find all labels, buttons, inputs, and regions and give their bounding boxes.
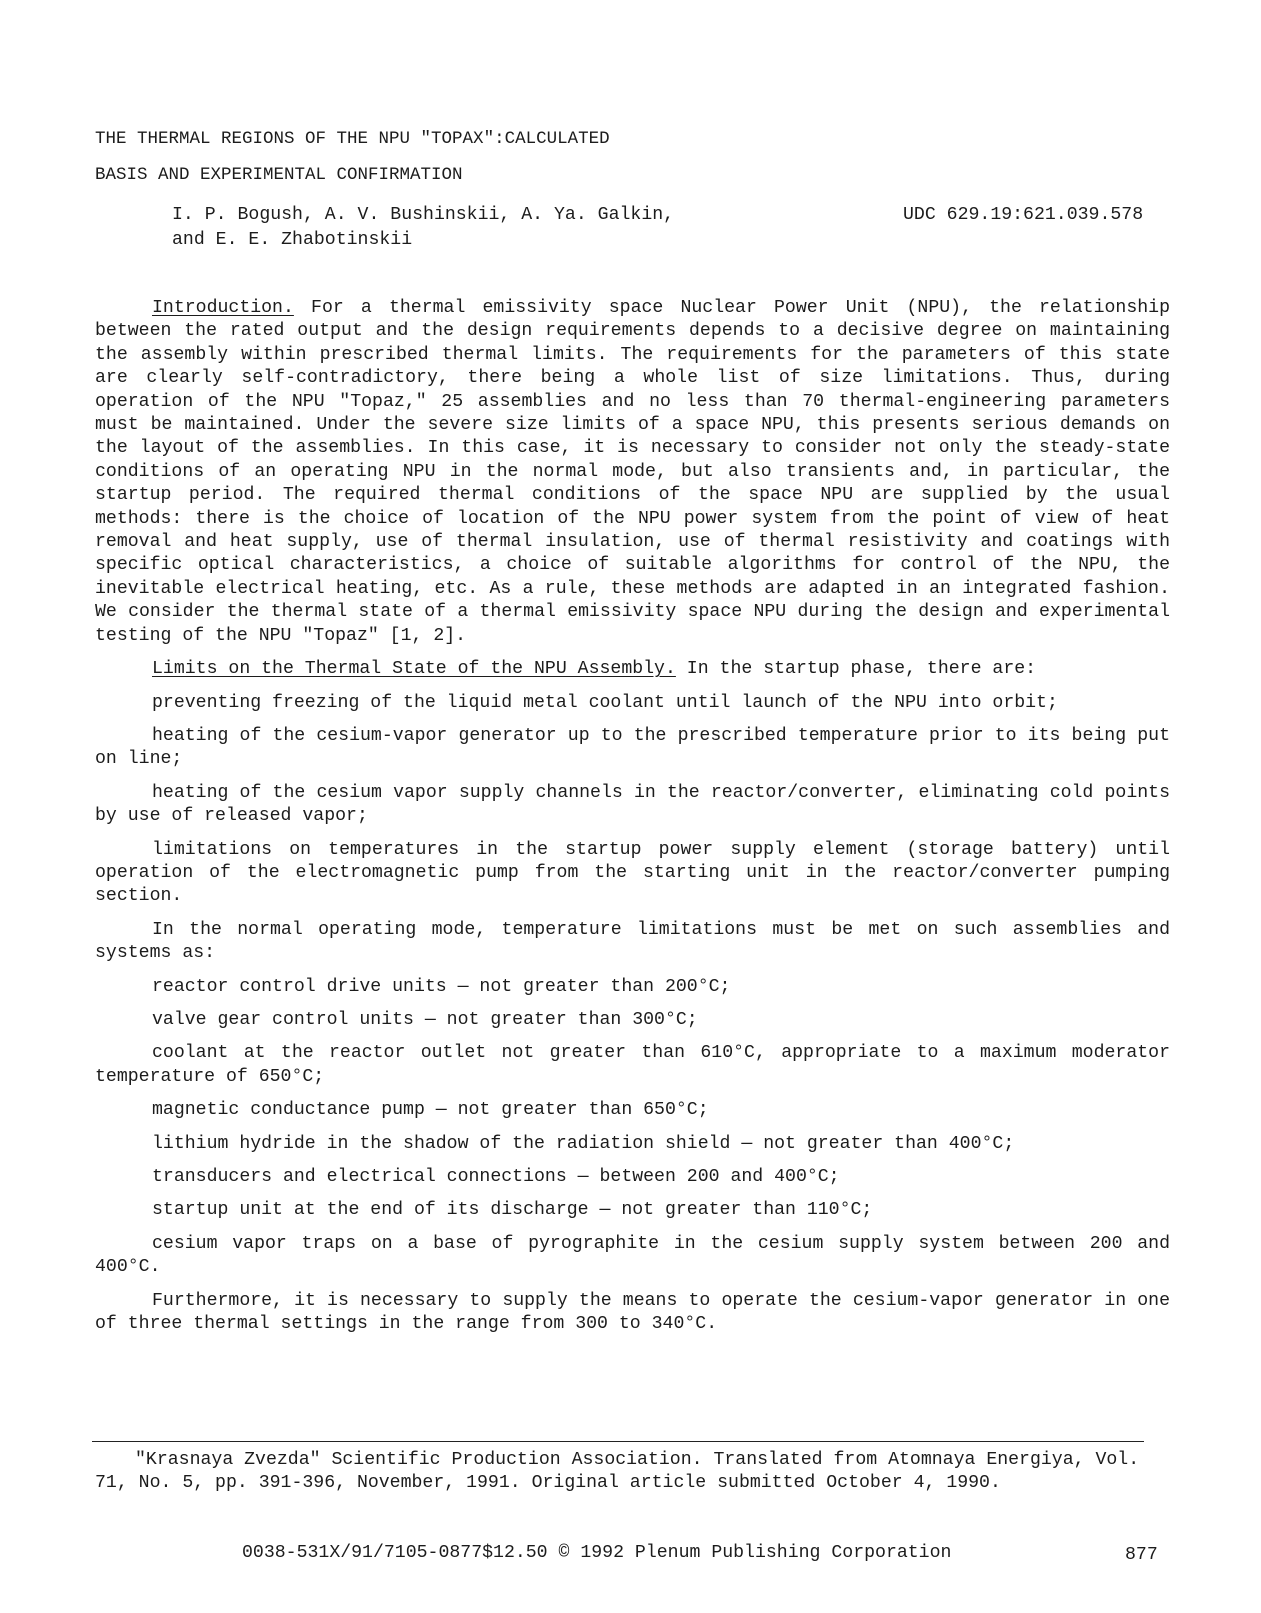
- startup-item: preventing freezing of the liquid metal coolant until launch of the NPU into orbit;: [152, 692, 1058, 713]
- startup-item: heating of the cesium vapor supply channels in the reactor/converter, eliminating cold points by use of released vapor;: [95, 782, 1170, 827]
- introduction-paragraph: [95, 297, 1170, 648]
- normal-item: reactor control drive units — not greater than 200°C;: [152, 976, 731, 997]
- author-list: [172, 203, 674, 253]
- limits-text: In the startup phase, there are:: [675, 659, 1037, 680]
- footnote: [95, 1449, 1170, 1496]
- furthermore-paragraph: Furthermore, it is necessary to supply the means to operate the cesium-vapor generator in one of three thermal settings in the range from 300 to 340°C.: [95, 1290, 1170, 1335]
- authors-line-2: and E. E. Zhabotinskii: [172, 230, 413, 250]
- normal-item: valve gear control units — not greater than 300°C;: [152, 1009, 698, 1030]
- article-body: [95, 297, 1170, 1346]
- startup-item: heating of the cesium-vapor generator up to the prescribed temperature prior to its being put on line;: [95, 725, 1170, 770]
- normal-item: cesium vapor traps on a base of pyrographite in the cesium supply system between 200 and 400°C.: [95, 1233, 1170, 1278]
- normal-item: transducers and electrical connections — between 200 and 400°C;: [152, 1167, 840, 1187]
- title-line-1: THE THERMAL REGIONS OF THE NPU "TOPAX":CALCULATED: [95, 129, 610, 149]
- article-title: [95, 121, 610, 193]
- introduction-text: For a thermal emissivity space Nuclear Power Unit (NPU), the relationship between the rated output and the design requirements depends to a decisive degree on maintaining the assembly within prescribed thermal limits. The requirements for the parameters of this state are clearly self-contradictory, there being a whole list of size limitations. Thus, during operation of the NPU "Topaz," 25 assemblies and no less than 70 thermal-engineering parameters must be maintained. Under the severe size limits of a space NPU, this presents serious demands on the layout of the assemblies. In this case, it is necessary to consider not only the steady-state conditions of an operating NPU in the normal mode, but also transients and, in particular, the startup period. The required thermal conditions of the space NPU are supplied by the usual methods: there is the choice of location of the NPU power system from the point of view of heat removal and heat supply, use of thermal insulation, use of thermal resistivity and coatings with specific optical characteristics, a choice of suitable algorithms for control of the NPU, the inevitable electrical heating, etc. As a rule, these methods are adapted in an integrated fashion. We consider the thermal state of a thermal emissivity space NPU during the design and experimental testing of the NPU "Topaz" [1, 2].: [95, 298, 1170, 646]
- introduction-heading: Introduction.: [152, 298, 294, 318]
- udc-code: UDC 629.19:621.039.578: [903, 205, 1144, 225]
- limits-paragraph: [95, 658, 1170, 681]
- normal-item: magnetic conductance pump — not greater than 650°C;: [152, 1100, 709, 1121]
- copyright-line: 0038-531X/91/7105-0877$12.50 © 1992 Plenum Publishing Corporation: [242, 1543, 952, 1563]
- title-line-2: BASIS AND EXPERIMENTAL CONFIRMATION: [95, 165, 463, 185]
- startup-item: limitations on temperatures in the startup power supply element (storage battery) until operation of the electromagnetic pump from the starting unit in the reactor/converter pumping section.: [95, 839, 1170, 907]
- limits-heading: Limits on the Thermal State of the NPU Assembly.: [152, 659, 676, 680]
- normal-item: lithium hydride in the shadow of the radiation shield — not greater than 400°C;: [152, 1133, 1015, 1154]
- normal-item: coolant at the reactor outlet not greater than 610°C, appropriate to a maximum moderator temperature of 650°C;: [95, 1043, 1170, 1087]
- normal-item: startup unit at the end of its discharge — not greater than 110°C;: [152, 1200, 873, 1221]
- page-number: 877: [1125, 1545, 1158, 1565]
- authors-line-1: I. P. Bogush, A. V. Bushinskii, A. Ya. Galkin,: [172, 205, 675, 225]
- footnote-divider: [92, 1441, 1144, 1442]
- footnote-text: "Krasnaya Zvezda" Scientific Production Association. Translated from Atomnaya Energiya, Vol. 71, No. 5, pp. 391-396, November, 1991. Original article submitted October 4, 1990.: [95, 1450, 1140, 1494]
- normal-mode-intro: In the normal operating mode, temperature limitations must be met on such assemblies and systems as:: [95, 919, 1170, 964]
